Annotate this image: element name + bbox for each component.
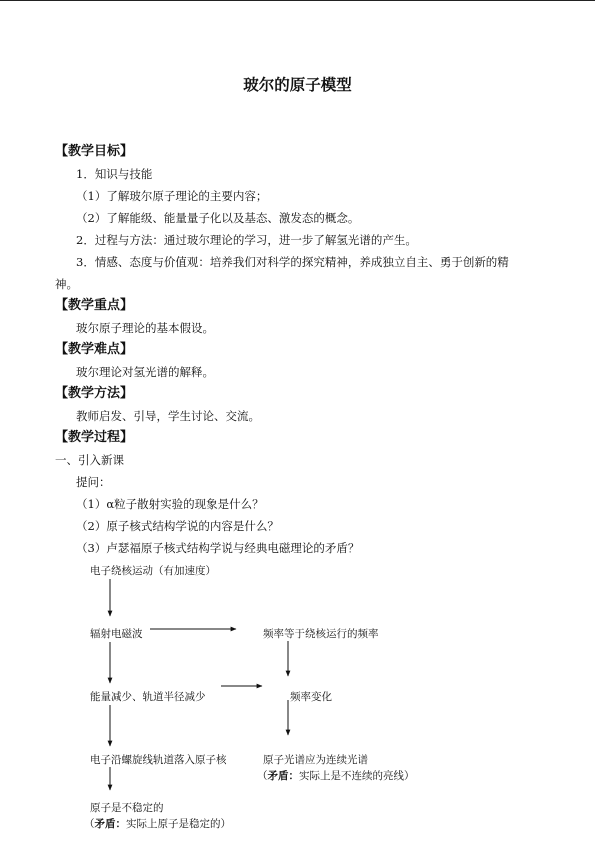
objectives-line-1: 1．知识与技能 <box>76 167 153 181</box>
objectives-line-4: 2．过程与方法：通过玻尔理论的学习，进一步了解氢光谱的产生。 <box>76 233 417 247</box>
flow-node-continuous-spectrum: 原子光谱应为连续光谱 <box>263 754 368 766</box>
flow-node-frequency-equals: 频率等于绕核运行的频率 <box>263 628 379 640</box>
objectives-line-2: （1）了解玻尔原子理论的主要内容； <box>76 189 268 203</box>
flow-note-stability-contradiction <box>84 818 231 831</box>
flow-node-energy-decrease: 能量减少、轨道半径减少 <box>90 691 206 703</box>
difficulties-text: 玻尔理论对氢光谱的解释。 <box>76 365 214 379</box>
note-contradiction-label: 矛盾： <box>267 770 299 782</box>
objectives-line-5a: 3．情感、态度与价值观：培养我们对科学的探究精神，养成独立自主、勇于创新的精 <box>76 255 509 269</box>
objectives-heading: 【教学目标】 <box>55 144 134 159</box>
note-open-paren: （ <box>84 818 95 830</box>
objectives-line-5b: 神。 <box>55 277 78 291</box>
key-points-heading: 【教学重点】 <box>55 298 134 313</box>
flow-node-radiate-em-wave: 辐射电磁波 <box>90 628 143 640</box>
process-step-1: 一、引入新课 <box>55 453 124 467</box>
process-ask: 提问： <box>76 475 111 489</box>
methods-heading: 【教学方法】 <box>55 386 134 401</box>
difficulties-heading: 【教学难点】 <box>55 342 134 357</box>
note-contradiction-text: 实际上是不连续的亮线） <box>299 770 415 782</box>
methods-text: 教师启发、引导，学生讨论、交流。 <box>76 409 260 423</box>
process-question-3: （3）卢瑟福原子核式结构学说与经典电磁理论的矛盾？ <box>76 541 360 555</box>
process-heading: 【教学过程】 <box>55 430 134 445</box>
flow-note-spectrum-contradiction <box>257 770 415 783</box>
process-question-1: （1）α粒子散射实验的现象是什么？ <box>76 497 264 511</box>
page-title: 玻尔的原子模型 <box>243 76 352 94</box>
flow-node-frequency-change: 频率变化 <box>290 691 332 703</box>
note-open-paren: （ <box>257 770 268 782</box>
flow-node-spiral-into-nucleus: 电子沿螺旋线轨道落入原子核 <box>90 754 227 766</box>
flow-node-electron-orbit: 电子绕核运动（有加速度） <box>90 565 216 577</box>
note-contradiction-text: 实际上原子是稳定的） <box>126 818 231 830</box>
flow-node-atom-unstable: 原子是不稳定的 <box>90 802 164 814</box>
note-contradiction-label: 矛盾： <box>94 818 126 830</box>
process-question-2: （2）原子核式结构学说的内容是什么？ <box>76 519 279 533</box>
objectives-line-3: （2）了解能级、能量量子化以及基态、激发态的概念。 <box>76 211 360 225</box>
key-points-text: 玻尔原子理论的基本假设。 <box>76 321 214 335</box>
